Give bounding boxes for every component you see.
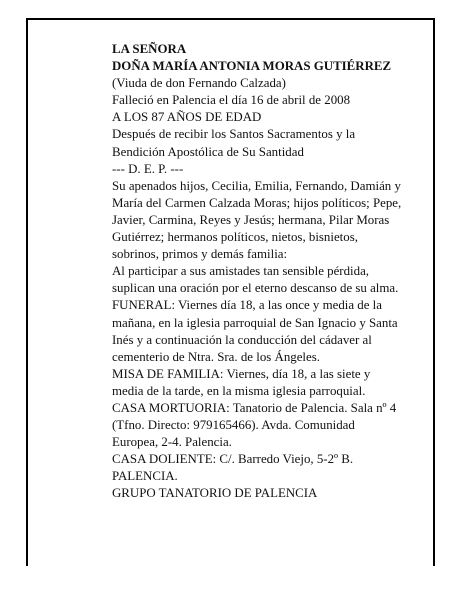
notice-line: GRUPO TANATORIO DE PALENCIA: [112, 486, 318, 501]
notice-line: Su apenados hijos, Cecilia, Emilia, Fernando, Damián y: [112, 178, 401, 193]
notice-line: sobrinos, primos y demás familia:: [112, 247, 288, 262]
notice-line: Al participar a sus amistades tan sensible pérdida,: [112, 264, 370, 279]
notice-line: mañana, en la iglesia parroquial de San Ignacio y Santa: [112, 315, 398, 330]
notice-line: CASA DOLIENTE: C/. Barredo Viejo, 5-2º B.: [112, 452, 354, 467]
notice-line: PALENCIA.: [112, 469, 178, 484]
border-left: [26, 18, 28, 566]
notice-line: cementerio de Ntra. Sra. de los Ángeles.: [112, 349, 320, 364]
notice-line: Falleció en Palencia el día 16 de abril de 2008: [112, 93, 351, 108]
notice-line: María del Carmen Calzada Moras; hijos políticos; Pepe,: [112, 195, 402, 210]
notice-line: A LOS 87 AÑOS DE EDAD: [112, 110, 262, 125]
notice-line: media de la tarde, en la misma iglesia parroquial.: [112, 383, 366, 398]
notice-line: FUNERAL: Viernes día 18, a las once y media de la: [112, 298, 382, 313]
notice-line: --- D. E. P. ---: [112, 161, 184, 176]
notice-line: CASA MORTUORIA: Tanatorio de Palencia. Sala nº 4: [112, 400, 397, 415]
notice-line: (Tfno. Directo: 979165466). Avda. Comunidad: [112, 418, 355, 433]
notice-line: Bendición Apostólica de Su Santidad: [112, 144, 304, 159]
notice-line: MISA DE FAMILIA: Viernes, día 18, a las siete y: [112, 366, 371, 381]
notice-title-line-1: LA SEÑORA: [112, 42, 187, 56]
notice-line: Javier, Carmina, Reyes y Jesús; hermana, Pilar Moras: [112, 212, 390, 227]
border-right: [433, 18, 435, 566]
notice-line: Gutiérrez; hermanos políticos, nietos, bisnietos,: [112, 230, 358, 245]
notice-line: Inés y a continuación la conducción del cádaver al: [112, 332, 372, 347]
notice-line: Después de recibir los Santos Sacramentos y la: [112, 127, 356, 142]
notice-title-line-2: DOÑA MARÍA ANTONIA MORAS GUTIÉRREZ: [112, 59, 392, 74]
obituary-notice: [112, 41, 402, 503]
notice-line: suplican una oración por el eterno descanso de su alma.: [112, 281, 399, 296]
notice-line: (Viuda de don Fernando Calzada): [112, 76, 286, 91]
notice-line: Europea, 2-4. Palencia.: [112, 435, 232, 450]
border-top: [26, 18, 435, 20]
